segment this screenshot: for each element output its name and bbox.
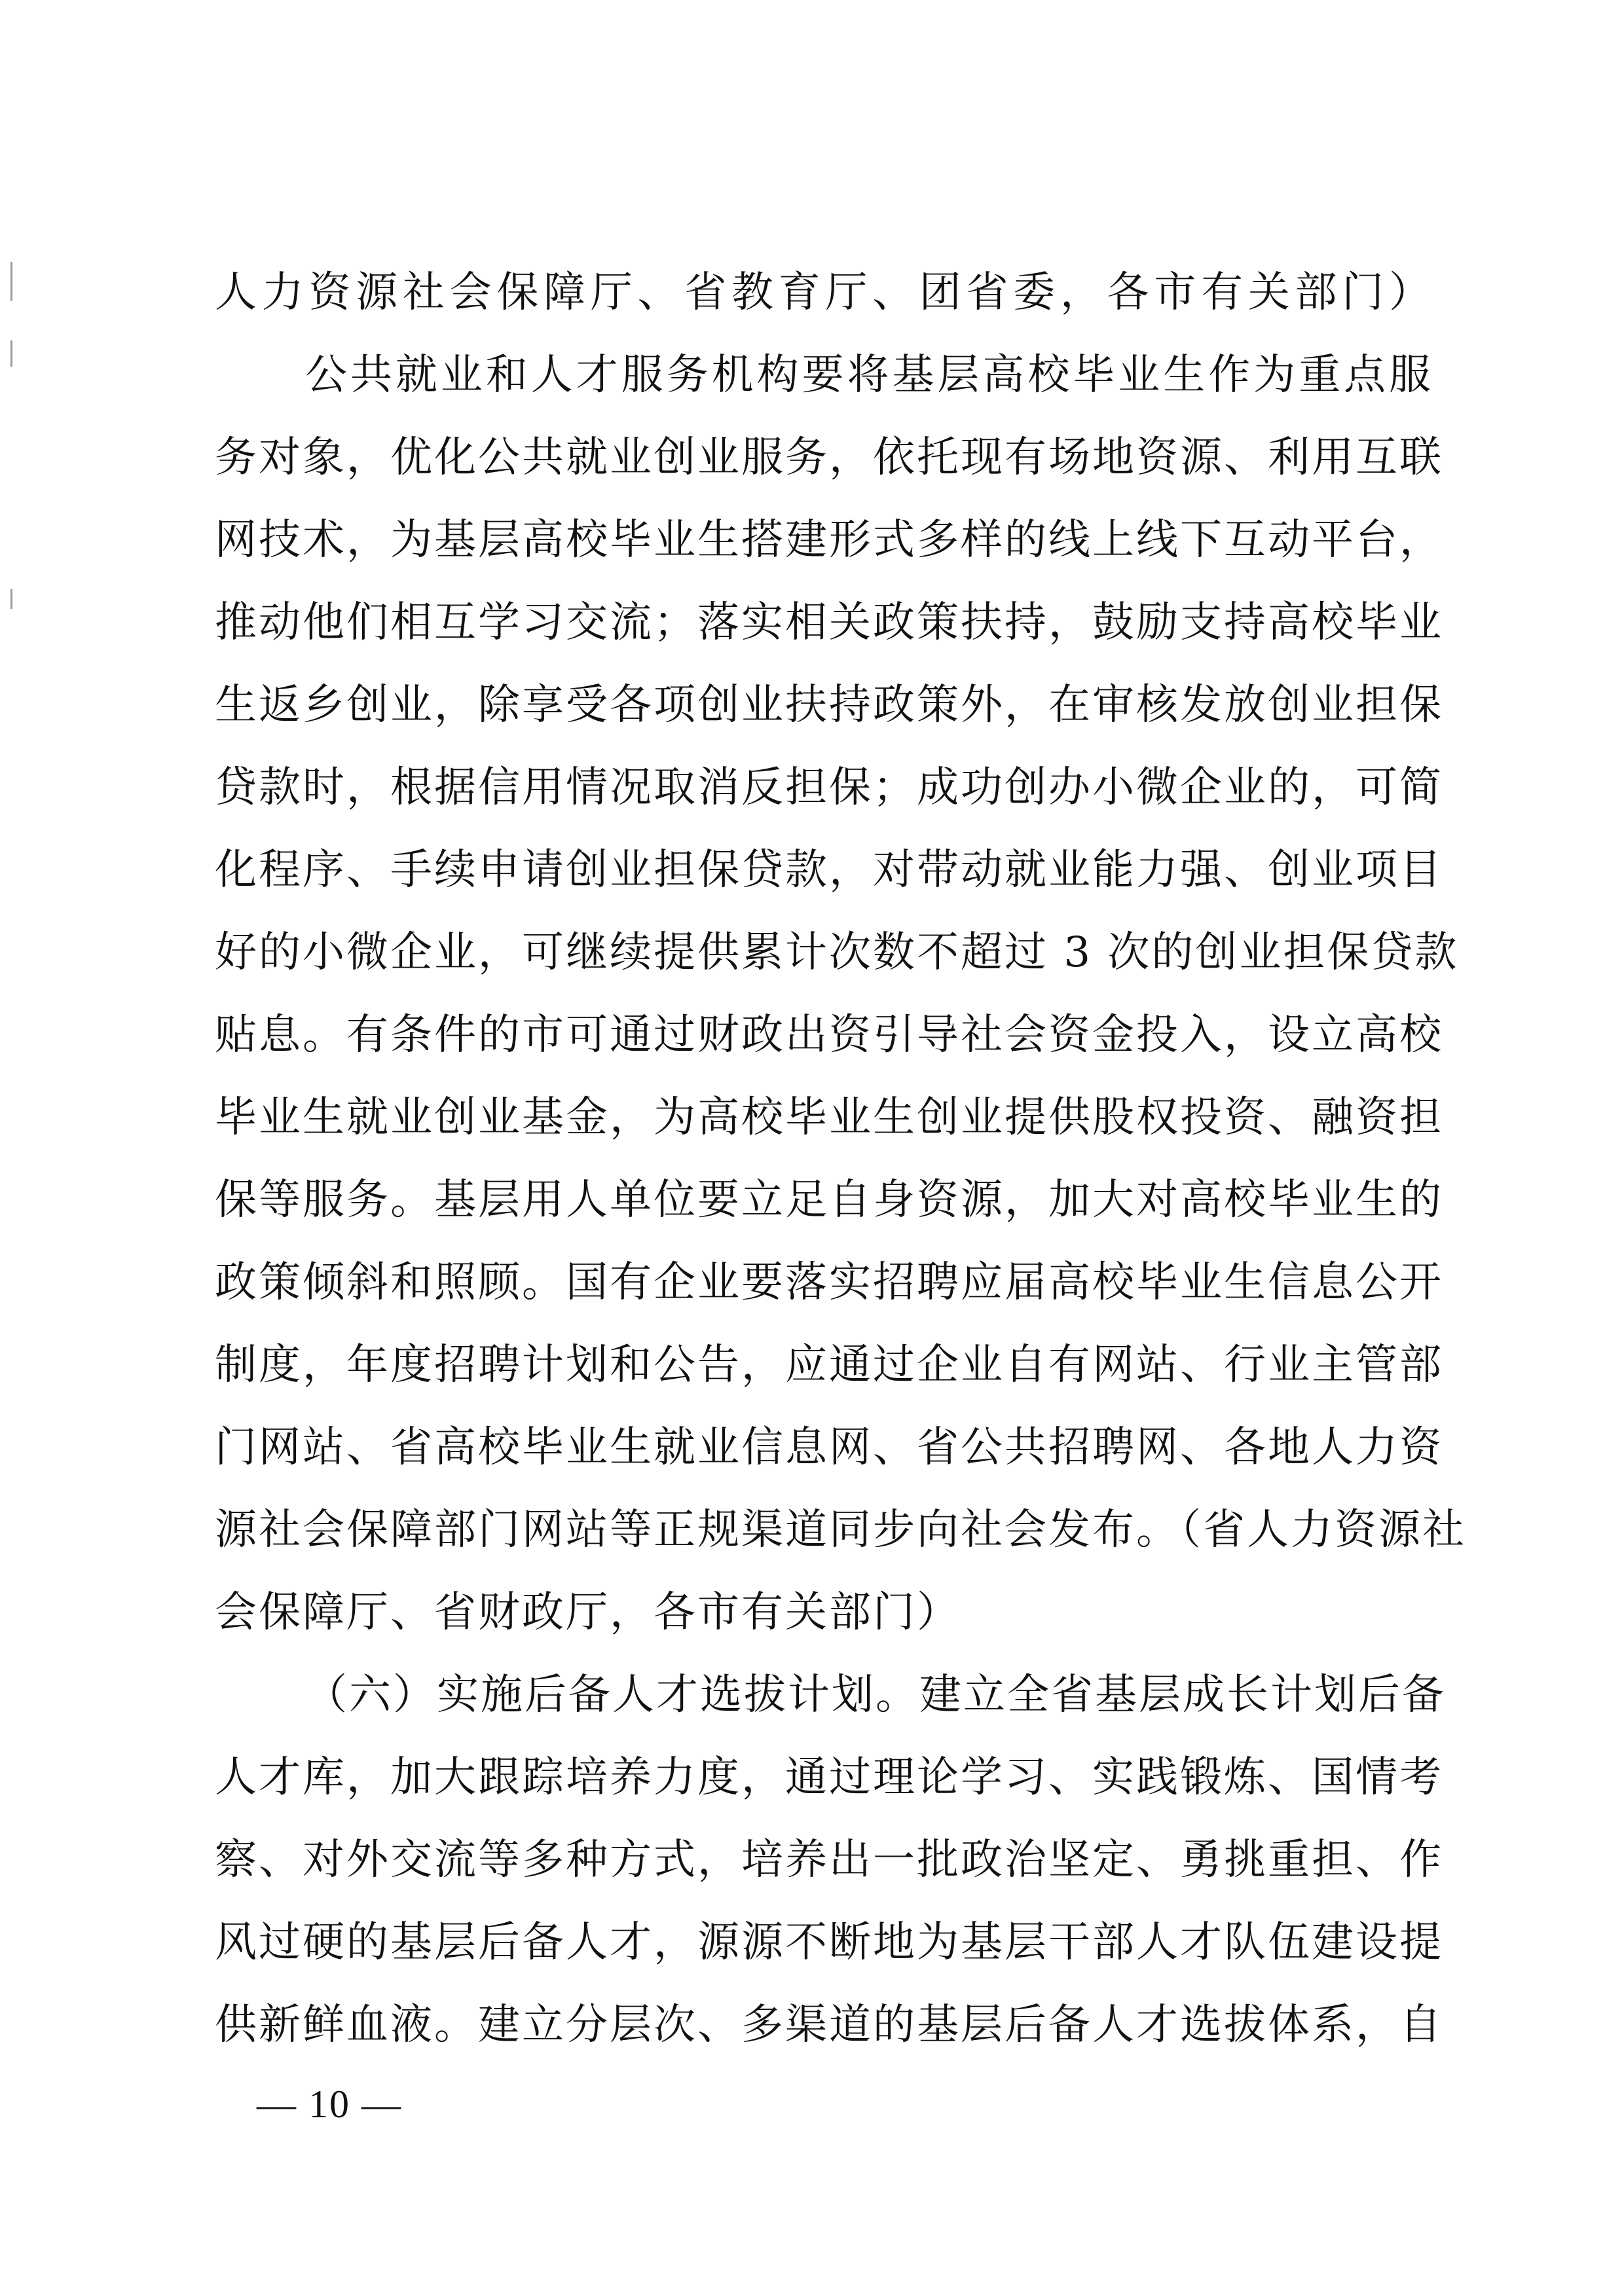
scan-edge-mark <box>10 340 12 367</box>
scan-edge-mark <box>10 262 12 301</box>
text-line-4: 网技术，为基层高校毕业生搭建形式多样的线上线下互动平台， <box>215 516 1443 564</box>
text-line-10: 贴息。有条件的市可通过财政出资引导社会资金投入，设立高校 <box>215 1011 1443 1059</box>
text-line-5: 推动他们相互学习交流；落实相关政策扶持，鼓励支持高校毕业 <box>215 598 1443 647</box>
text-line-20: 察、对外交流等多种方式，培养出一批政治坚定、勇挑重担、作 <box>215 1836 1443 1884</box>
text-line-11: 毕业生就业创业基金，为高校毕业生创业提供股权投资、融资担 <box>215 1093 1443 1142</box>
text-line-3: 务对象，优化公共就业创业服务，依托现有场地资源、利用互联 <box>215 433 1443 482</box>
text-line-19: 人才库，加大跟踪培养力度，通过理论学习、实践锻炼、国情考 <box>215 1753 1443 1802</box>
text-line-7: 贷款时，根据信用情况取消反担保；成功创办小微企业的，可简 <box>215 763 1443 812</box>
scan-edge-mark <box>10 589 12 609</box>
text-line-22: 供新鲜血液。建立分层次、多渠道的基层后备人才选拔体系，自 <box>215 2001 1443 2049</box>
text-line-13: 政策倾斜和照顾。国有企业要落实招聘应届高校毕业生信息公开 <box>215 1258 1443 1307</box>
text-line-12: 保等服务。基层用人单位要立足自身资源，加大对高校毕业生的 <box>215 1176 1443 1224</box>
text-line-16: 源社会保障部门网站等正规渠道同步向社会发布。（省人力资源社 <box>215 1506 1466 1554</box>
text-line-6: 生返乡创业，除享受各项创业扶持政策外，在审核发放创业担保 <box>215 681 1443 729</box>
text-line-18: （六）实施后备人才选拔计划。建立全省基层成长计划后备 <box>305 1671 1446 1719</box>
text-line-2: 公共就业和人才服务机构要将基层高校毕业生作为重点服 <box>305 351 1433 399</box>
text-line-14: 制度，年度招聘计划和公告，应通过企业自有网站、行业主管部 <box>215 1341 1443 1389</box>
text-line-21: 风过硬的基层后备人才，源源不断地为基层干部人才队伍建设提 <box>215 1918 1443 1967</box>
text-line-1: 人力资源社会保障厅、省教育厅、团省委，各市有关部门） <box>215 268 1433 317</box>
text-line-17: 会保障厅、省财政厅，各市有关部门） <box>215 1588 961 1637</box>
text-line-8: 化程序、手续申请创业担保贷款，对带动就业能力强、创业项目 <box>215 846 1443 894</box>
page-number: — 10 — <box>257 2083 402 2126</box>
text-line-15: 门网站、省高校毕业生就业信息网、省公共招聘网、各地人力资 <box>215 1423 1443 1472</box>
text-line-9: 好的小微企业，可继续提供累计次数不超过 3 次的创业担保贷款 <box>215 928 1459 977</box>
